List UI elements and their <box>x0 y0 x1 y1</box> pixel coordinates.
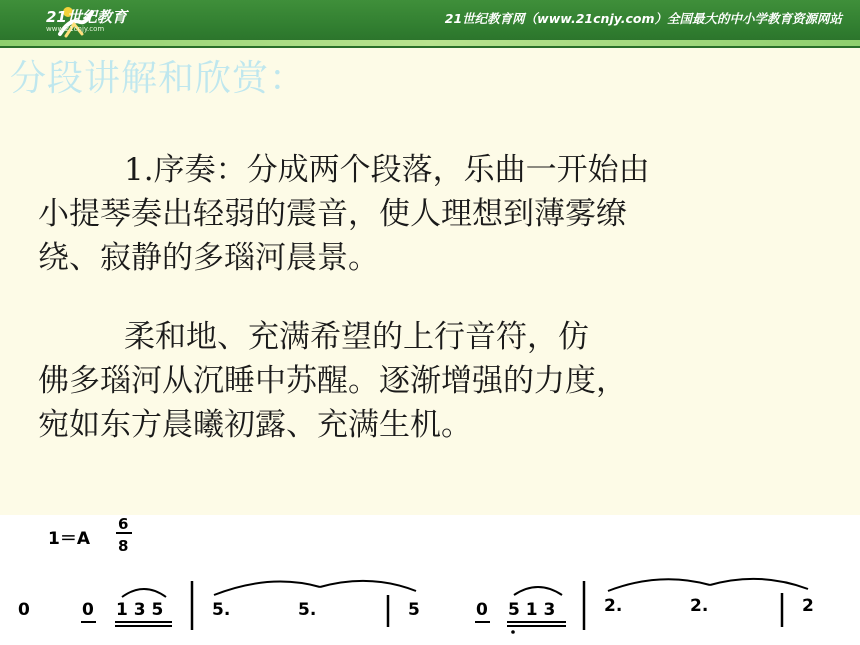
score-note: 1 3 5 <box>116 600 164 620</box>
time-signature-bottom: 8 <box>118 537 129 555</box>
header-banner <box>0 0 860 48</box>
paragraph-line: 佛多瑙河从沉睡中苏醒。逐渐增强的力度， <box>38 363 627 399</box>
tie <box>214 582 320 595</box>
paragraph-rising <box>38 315 828 447</box>
score-note: 0 <box>476 600 488 620</box>
key-signature: 1＝A <box>48 529 90 549</box>
music-score <box>0 515 860 645</box>
paragraph-line: 宛如东方晨曦初露、充满生机。 <box>38 407 472 443</box>
paragraph-prelude <box>38 148 828 280</box>
tie <box>710 579 808 589</box>
logo-text: 21世纪教育 <box>46 8 127 26</box>
score-note: 0 <box>18 600 30 620</box>
slur <box>514 587 562 595</box>
tie <box>608 579 710 591</box>
score-note: 5 1 3 <box>508 600 556 620</box>
score-note: 2 <box>802 596 814 616</box>
score-note: 5 <box>408 600 420 620</box>
score-notation <box>0 515 860 645</box>
site-tagline: 21世纪教育网（www.21cnjy.com）全国最大的中小学教育资源网站 <box>444 11 842 26</box>
paragraph-line: 小提琴奏出轻弱的震音，使人理想到薄雾缭 <box>38 196 627 232</box>
score-note: 5. <box>298 600 317 620</box>
score-note: 2. <box>690 596 709 616</box>
paragraph-line: 1.序奏：分成两个段落，乐曲一开始由 <box>124 152 650 188</box>
paragraph-line: 柔和地、充满希望的上行音符，仿 <box>124 319 589 355</box>
score-note: 0 <box>82 600 94 620</box>
logo-url: www.21cnjy.com <box>46 25 105 33</box>
slur <box>122 589 166 597</box>
paragraph-line: 绕、寂静的多瑙河晨景。 <box>38 240 379 276</box>
octave-dot <box>511 630 515 634</box>
tie <box>320 581 416 591</box>
slide-title: 分段讲解和欣赏： <box>10 58 307 99</box>
time-signature-top: 6 <box>118 515 129 533</box>
banner-stripe <box>0 40 860 46</box>
score-note: 5. <box>212 600 231 620</box>
score-note: 2. <box>604 596 623 616</box>
